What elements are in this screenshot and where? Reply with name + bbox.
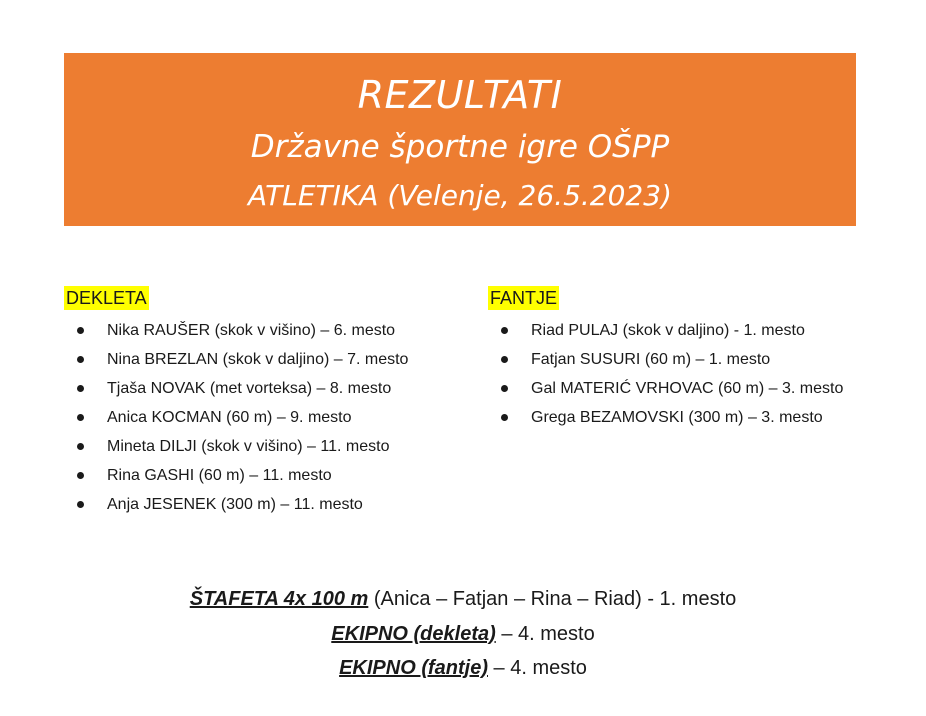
bullet-icon [77,443,84,450]
bullet-icon [501,414,508,421]
team-boys-result [0,657,926,680]
list-item [64,490,408,519]
boys-heading: FANTJE [490,288,558,308]
bullet-icon [501,356,508,363]
bullet-icon [501,327,508,334]
boys-results-list [488,316,843,432]
team-girls-label: EKIPNO (dekleta) [331,623,496,645]
team-girls-result [0,623,926,646]
result-text: Tjaša NOVAK (met vorteksa) – 8. mesto [107,380,392,397]
girls-results-list [64,316,408,519]
banner-event: ATLETIKA (Velenje, 26.5.2023) [248,179,672,212]
banner-title: REZULTATI [357,73,563,117]
relay-text: (Anica – Fatjan – Rina – Riad) - 1. mesto [368,588,737,610]
list-item [64,345,408,374]
team-boys-text: – 4. mesto [487,657,587,679]
result-text: Anja JESENEK (300 m) – 11. mesto [107,496,363,513]
team-boys-label: EKIPNO (fantje) [339,657,488,679]
bullet-icon [77,501,84,508]
list-item [64,461,408,490]
list-item [488,374,843,403]
list-item [64,316,408,345]
list-item [64,374,408,403]
result-text: Fatjan SUSURI (60 m) – 1. mesto [531,351,771,368]
bullet-icon [77,327,84,334]
bullet-icon [77,414,84,421]
list-item [488,403,843,432]
banner-subtitle: Državne športne igre OŠPP [250,129,670,165]
list-item [64,432,408,461]
result-text: Mineta DILJI (skok v višino) – 11. mesto [107,438,390,455]
bullet-icon [501,385,508,392]
relay-result [0,588,926,611]
boys-column [488,286,843,432]
result-text: Rina GASHI (60 m) – 11. mesto [107,467,332,484]
result-text: Nina BREZLAN (skok v daljino) – 7. mesto [107,351,409,368]
bullet-icon [77,472,84,479]
team-girls-text: – 4. mesto [495,623,595,645]
result-text: Anica KOCMAN (60 m) – 9. mesto [107,409,352,426]
result-text: Gal MATERIĆ VRHOVAC (60 m) – 3. mesto [531,380,844,397]
results-banner [64,53,856,226]
bullet-icon [77,356,84,363]
bullet-icon [77,385,84,392]
relay-label: ŠTAFETA 4x 100 m [189,588,369,610]
result-text: Riad PULAJ (skok v daljino) - 1. mesto [531,322,805,339]
girls-column [64,286,408,519]
list-item [488,345,843,374]
list-item [64,403,408,432]
girls-heading: DEKLETA [66,288,147,308]
result-text: Nika RAUŠER (skok v višino) – 6. mesto [107,322,396,339]
result-text: Grega BEZAMOVSKI (300 m) – 3. mesto [531,409,823,426]
list-item [488,316,843,345]
